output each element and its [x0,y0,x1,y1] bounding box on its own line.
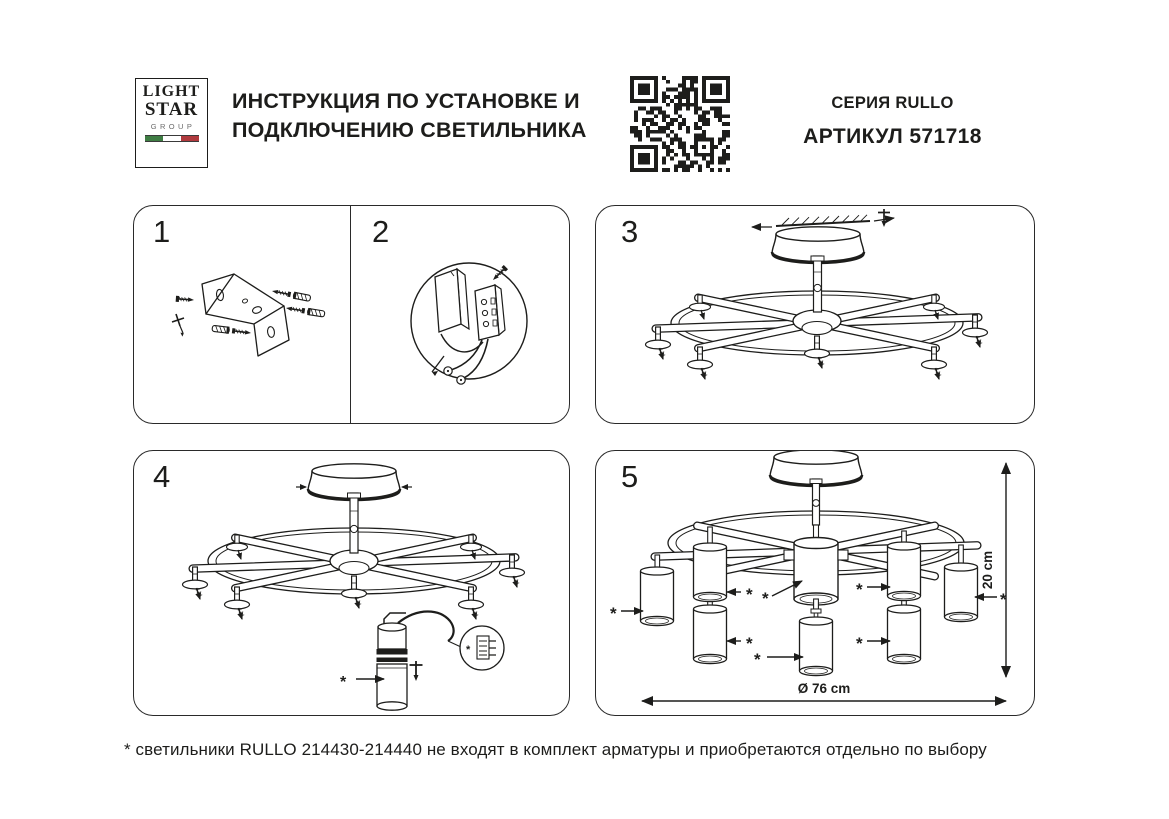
step-number-1: 1 [153,214,171,249]
stem [348,493,361,553]
lamp-shade [888,542,921,601]
stem [811,256,824,312]
italian-flag-stripe [145,135,199,142]
screw-icon [878,209,890,227]
lamp-shade [888,605,921,664]
step1-diagram [134,206,350,422]
asterisk-marker: * [746,585,753,604]
panel-step-4 [133,450,570,716]
screw-icon [172,314,184,337]
product-info [765,94,1020,149]
asterisk-marker: * [856,634,863,653]
lamp-shade [945,563,978,622]
asterisk-marker: * [1000,590,1007,609]
logo-word-group: GROUP [150,122,196,131]
screw-dowel-icon [285,304,325,317]
connector-detail-bubble [460,626,504,670]
flag-white [163,136,181,141]
center-body [784,538,848,606]
lamp-holder [225,587,250,619]
screw-dowel-icon [212,325,252,337]
lamp-holder [805,336,830,368]
footnote: * светильники RULLO 214430-214440 не входят в комплект арматуры и приобретаются отдельно по выбору [124,740,987,759]
article-label: АРТИКУЛ 571718 [803,125,982,148]
leader-line [448,641,461,647]
lamp-shade [694,543,727,602]
panel-steps-1-2 [133,205,570,424]
step3-diagram [596,206,1033,422]
panel-step-3 [595,205,1035,424]
lamp-shade [377,664,407,710]
asterisk-marker: * [762,589,769,608]
flag-red [181,136,199,141]
lightstar-logo [135,78,208,168]
lamp-shade [800,617,833,676]
mounting-bracket [202,274,289,356]
logo-word-light: LIGHT [142,83,201,100]
asterisk-marker: * [746,634,753,653]
asterisk-marker: * [856,580,863,599]
step4-diagram [134,451,568,714]
asterisk-marker: * [340,674,347,691]
screw-icon [176,296,195,303]
lamp-holder [459,587,484,619]
screw-icon [410,661,423,681]
dimension-label-diameter: Ø 76 cm [797,681,851,696]
screw-icon [491,265,508,282]
step-number-3: 3 [621,214,639,249]
lamp-holder [688,347,713,379]
step-number-2: 2 [372,214,390,249]
flag-green [145,136,163,141]
series-label: СЕРИЯ RULLO [831,94,954,112]
screw-dowel-icon [271,287,311,302]
step2-diagram [351,206,571,422]
qr-code [630,76,730,172]
wiring-detail [411,263,527,384]
dimension-label-height: 20 cm [980,550,995,590]
page-title [232,87,632,145]
step5-diagram [596,451,1033,714]
step-number-4: 4 [153,459,171,494]
title-line-1: ИНСТРУКЦИЯ ПО УСТАНОВКЕ И [232,89,580,113]
lamp-shade [641,567,674,626]
dimension-height [980,463,1006,677]
lamp-holder [342,576,367,608]
asterisk-marker: * [754,650,761,669]
lamp-shade [694,605,727,664]
logo-word-star: STAR [144,99,199,120]
title-line-2: ПОДКЛЮЧЕНИЮ СВЕТИЛЬНИКА [232,118,587,142]
dimension-diameter [642,681,1006,701]
asterisk-marker: * [466,644,471,656]
step-number-5: 5 [621,459,639,494]
panel-step-5 [595,450,1035,716]
asterisk-marker: * [610,604,617,623]
ceiling-bracket [752,209,894,227]
lamp-holder [922,347,947,379]
